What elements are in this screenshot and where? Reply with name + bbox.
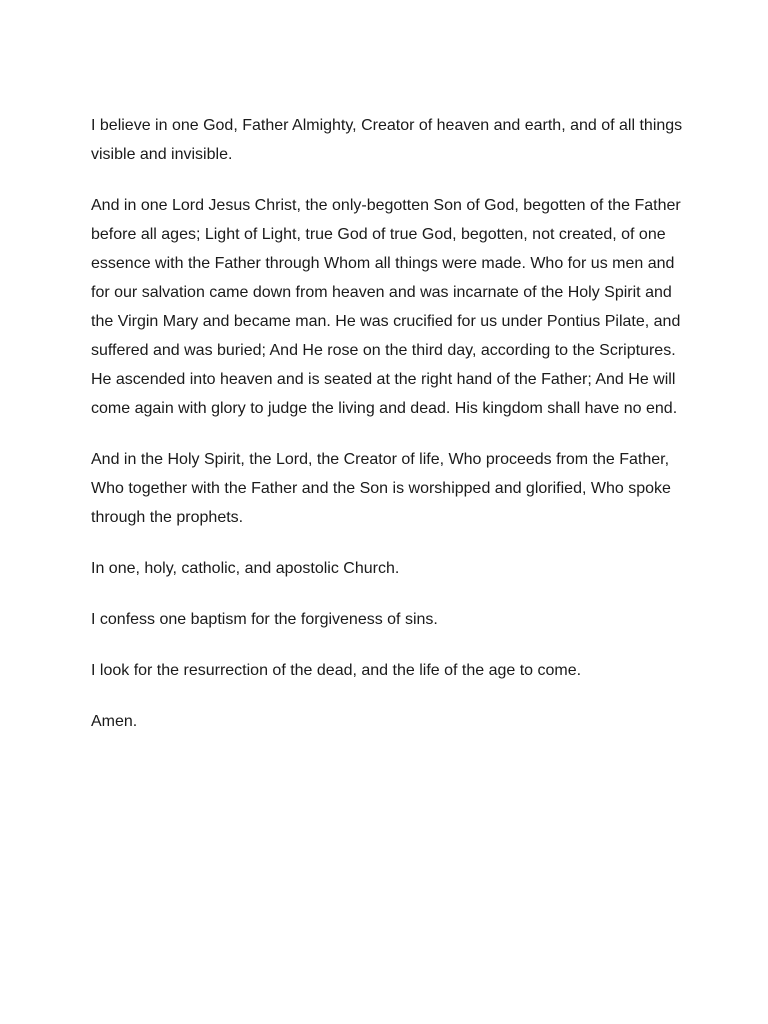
paragraph-holy-spirit: And in the Holy Spirit, the Lord, the Creator of life, Who proceeds from the Father, Who together with the Father and the Son is worshipped and glorified, Who spoke through the prophets. xyxy=(91,451,671,526)
paragraph-baptism: I confess one baptism for the forgiveness of sins. xyxy=(91,611,438,628)
paragraph-god-the-father: I believe in one God, Father Almighty, Creator of heaven and earth, and of all things visible and invisible. xyxy=(91,117,683,163)
paragraph-jesus-christ: And in one Lord Jesus Christ, the only-begotten Son of God, begotten of the Father before all ages; Light of Light, true God of true God, begotten, not created, of one essence with the Father through Whom all things were made. Who for us men and for our salvation came down from heaven and was incarnate of the Holy Spirit and the Virgin Mary and became man. He was crucified for us under Pontius Pilate, and suffered and was buried; And He rose on the third day, according to the Scriptures. He ascended into heaven and is seated at the right hand of the Father; And He will come again with glory to judge the living and dead. His kingdom shall have no end. xyxy=(91,197,681,417)
paragraph-church: In one, holy, catholic, and apostolic Church. xyxy=(91,560,400,577)
paragraph-resurrection: I look for the resurrection of the dead, and the life of the age to come. xyxy=(91,662,582,679)
paragraph-amen: Amen. xyxy=(91,713,138,730)
document-body xyxy=(91,111,683,736)
